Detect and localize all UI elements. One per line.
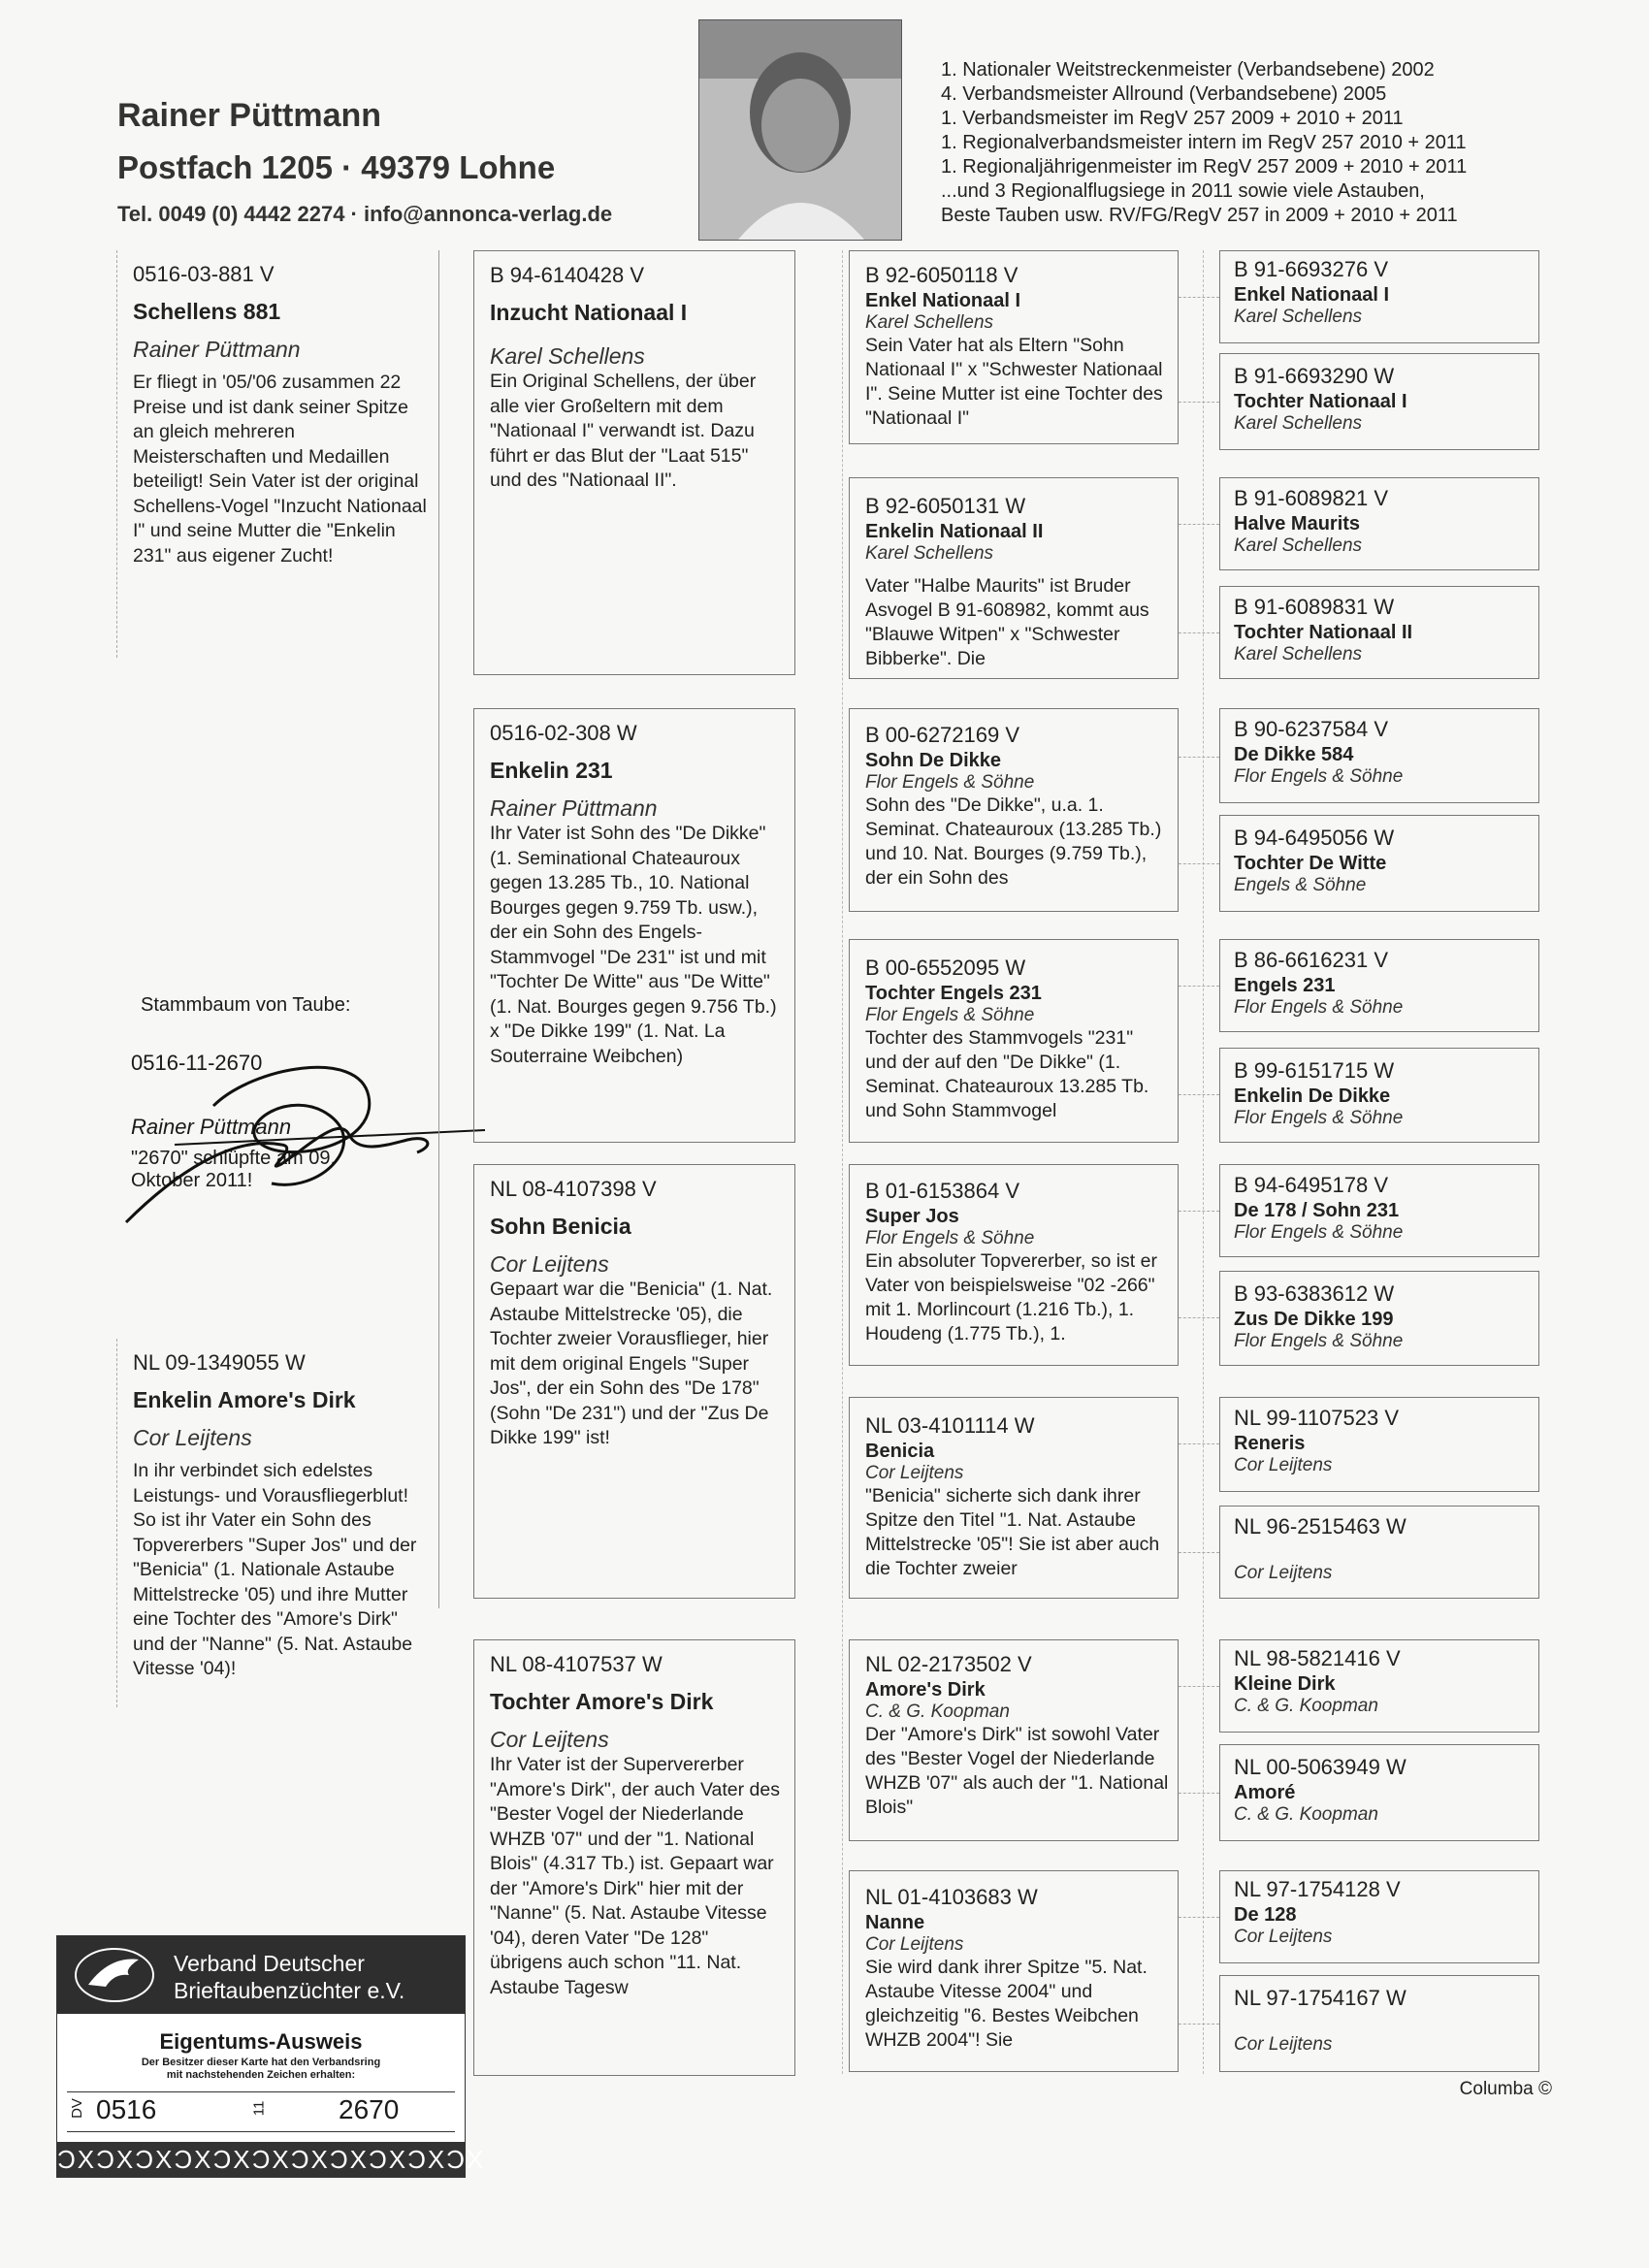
- pigeon-ring: B 94-6495178 V: [1234, 1173, 1389, 1197]
- pigeon-description: Ein absoluter Topvererber, so ist er Vater von beispielsweise "02 -266" mit 1. Morlincourt (1.216 Tb.), 1. Houdeng (1.775 Tb.), 1.: [865, 1250, 1157, 1345]
- great-grandparent-box: [849, 477, 1179, 679]
- pigeon-ring: B 92-6050131 W: [865, 494, 1026, 518]
- achievement-line: Beste Tauben usw. RV/FG/RegV 257 in 2009 + 2010 + 2011: [941, 205, 1458, 226]
- pigeon-name: Amoré: [1234, 1782, 1296, 1803]
- tree-connector: [1179, 757, 1219, 758]
- pigeon-description: In ihr verbindet sich edelstes Leistungs- und Vorausfliegerblut! So ist ihr Vater ein Sohn des Topvererbers "Super Jos" und der "Benicia" (1. Nationale Astaube Mittelstrecke '05) und ihre Mutter eine Tochter des "Amore's Dirk" und der "Nanne" (5. Nat. Astaube Vitesse '04)!: [133, 1460, 417, 1679]
- gen4-box: [1219, 1975, 1539, 2072]
- pigeon-ring: B 90-6237584 V: [1234, 717, 1389, 741]
- pigeon-ring: NL 00-5063949 W: [1234, 1755, 1406, 1779]
- achievement-line: 1. Regionaljährigenmeister im RegV 257 2009 + 2010 + 2011: [941, 156, 1468, 178]
- tree-connector: [1179, 1211, 1219, 1212]
- card-title: Eigentums-Ausweis: [159, 2029, 363, 2054]
- breeder-photo: [698, 19, 902, 241]
- pigeon-breeder: Cor Leijtens: [1234, 2034, 1333, 2055]
- gen4-box: [1219, 1271, 1539, 1366]
- pigeon-name: De 178 / Sohn 231: [1234, 1200, 1400, 1221]
- pigeon-description: Vater "Halbe Maurits" ist Bruder Asvogel B 91-608982, kommt aus "Blauwe Witpen" x "Schwester Bibberke". Die: [865, 575, 1149, 669]
- gen4-box: [1219, 939, 1539, 1032]
- grandparent-box: [473, 1164, 795, 1599]
- pigeon-description: Der "Amore's Dirk" ist sowohl Vater des "Bester Vogel der Niederlande WHZB '07" als auch der "1. National Blois": [865, 1724, 1169, 1818]
- tree-connector: [1179, 1094, 1219, 1095]
- great-grandparent-box: [849, 939, 1179, 1143]
- gen4-box: [1219, 1744, 1539, 1841]
- tree-connector: [842, 250, 843, 2074]
- card-ring-number: [67, 2091, 455, 2132]
- tree-connector: [1179, 297, 1219, 298]
- pigeon-breeder: Flor Engels & Söhne: [865, 772, 1035, 793]
- achievement-line: 1. Regionalverbandsmeister intern im RegV 257 2010 + 2011: [941, 132, 1467, 153]
- grandparent-box: [473, 250, 795, 675]
- pigeon-name: [1234, 2013, 1531, 2034]
- tree-connector: [1179, 1552, 1219, 1553]
- card-subtitle-line1: Der Besitzer dieser Karte hat den Verbandsring: [141, 2057, 381, 2068]
- pigeon-ring: B 00-6272169 V: [865, 723, 1020, 747]
- great-grandparent-box: [849, 1397, 1179, 1599]
- pigeon-breeder: Karel Schellens: [865, 312, 994, 333]
- gen4-box: [1219, 1506, 1539, 1599]
- pigeon-breeder: Karel Schellens: [1234, 307, 1363, 327]
- pigeon-name: Enkelin 231: [490, 758, 613, 783]
- breeder-address: Postfach 1205 · 49379 Lohne: [117, 149, 556, 185]
- pigeon-name: Inzucht Nationaal I: [490, 300, 688, 325]
- pigeon-description: Sohn des "De Dikke", u.a. 1. Seminat. Chateauroux (13.285 Tb.) und 10. Nat. Bourges (9.759 Tb.), der ein Sohn des: [865, 794, 1162, 889]
- card-subtitle: [57, 2057, 465, 2082]
- great-grandparent-box: [849, 1870, 1179, 2072]
- pigeon-ring: NL 97-1754167 W: [1234, 1986, 1406, 2010]
- pigeon-ring: NL 97-1754128 V: [1234, 1877, 1401, 1901]
- pigeon-ring: B 01-6153864 V: [865, 1179, 1020, 1203]
- achievements-list: [941, 58, 1467, 228]
- tree-connector: [438, 250, 439, 1608]
- subject-breeder: Rainer Püttmann: [131, 1115, 292, 1139]
- pigeon-breeder: Flor Engels & Söhne: [865, 1005, 1035, 1025]
- pigeon-name: Enkelin Amore's Dirk: [133, 1387, 356, 1412]
- card-pattern-band: ƆXƆXƆXƆXƆXƆXƆXƆXƆXƆXƆX: [57, 2142, 465, 2177]
- gen4-box: [1219, 1397, 1539, 1492]
- card-subtitle-line2: mit nachstehenden Zeichen erhalten:: [166, 2069, 356, 2081]
- great-grandparent-box: [849, 1164, 1179, 1366]
- pigeon-ring: B 91-6089821 V: [1234, 486, 1389, 510]
- pigeon-ring: NL 99-1107523 V: [1234, 1406, 1400, 1430]
- pigeon-name: Engels 231: [1234, 975, 1336, 996]
- pigeon-breeder: Engels & Söhne: [1234, 875, 1367, 895]
- pigeon-description: Sie wird dank ihrer Spitze "5. Nat. Astaube Vitesse 2004" und gleichzeitig "6. Bestes Weibchen WHZB 2004"! Sie: [865, 1957, 1148, 2051]
- pigeon-ring: NL 08-4107537 W: [490, 1652, 663, 1676]
- great-grandparent-box: [849, 708, 1179, 912]
- achievement-line: ...und 3 Regionalflugsiege in 2011 sowie viele Astauben,: [941, 180, 1425, 202]
- pigeon-name: Benicia: [865, 1441, 935, 1462]
- breeder-contact: Tel. 0049 (0) 4442 2274 · info@annonca-verlag.de: [117, 202, 613, 226]
- gen4-box: [1219, 815, 1539, 912]
- achievement-line: 4. Verbandsmeister Allround (Verbandsebene) 2005: [941, 83, 1387, 105]
- pigeon-description: Ihr Vater ist der Supervererber "Amore's Dirk", der auch Vater des "Bester Vogel der Niederlande WHZB '07" und der "1. National Blois" (4.317 Tb.) ist. Gepaart war der "Amore's Dirk" hier mit der "Nanne" (5. Nat. Astaube Vitesse '04), deren Vater "De 128" übrigens auch schon "11. Nat. Astaube Tagesw: [490, 1754, 780, 1998]
- gen4-box: [1219, 477, 1539, 570]
- pigeon-name: Enkel Nationaal I: [1234, 284, 1390, 306]
- pigeon-ring: B 92-6050118 V: [865, 263, 1018, 287]
- tree-connector: [1179, 402, 1219, 403]
- tree-connector: [1179, 1686, 1219, 1687]
- pigeon-ring: NL 96-2515463 W: [1234, 1514, 1406, 1539]
- pigeon-ring: NL 98-5821416 V: [1234, 1646, 1401, 1670]
- pigeon-breeder: Cor Leijtens: [490, 1251, 609, 1277]
- copyright: Columba ©: [1459, 2079, 1552, 2099]
- tree-connector: [1179, 2024, 1219, 2025]
- gen4-box: [1219, 708, 1539, 803]
- pigeon-name: Tochter Engels 231: [865, 983, 1042, 1004]
- pigeon-breeder: Rainer Püttmann: [490, 795, 658, 821]
- pigeon-ring: B 94-6140428 V: [490, 263, 645, 287]
- pigeon-ring: NL 02-2173502 V: [865, 1652, 1032, 1676]
- pigeon-name: Zus De Dikke 199: [1234, 1309, 1394, 1330]
- card-year: 11: [250, 2100, 268, 2117]
- pigeon-breeder: Flor Engels & Söhne: [865, 1228, 1035, 1248]
- pigeon-ring: B 86-6616231 V: [1234, 948, 1389, 972]
- pigeon-breeder: C. & G. Koopman: [865, 1701, 1010, 1722]
- gen4-box: [1219, 586, 1539, 679]
- card-number: 2670: [339, 2094, 400, 2124]
- pigeon-breeder: Cor Leijtens: [1234, 1563, 1333, 1583]
- pigeon-name: Tochter Nationaal I: [1234, 391, 1407, 412]
- pigeon-name: Kleine Dirk: [1234, 1673, 1336, 1695]
- pigeon-breeder: Cor Leijtens: [490, 1727, 609, 1752]
- pigeon-breeder: Cor Leijtens: [865, 1463, 964, 1483]
- pigeon-breeder: Karel Schellens: [1234, 413, 1363, 434]
- pigeon-breeder: Flor Engels & Söhne: [1234, 1331, 1404, 1351]
- pigeon-breeder: Karel Schellens: [490, 343, 645, 369]
- pigeon-name: Sohn Benicia: [490, 1214, 631, 1239]
- sire-box: [116, 250, 438, 658]
- gen4-box: [1219, 250, 1539, 343]
- pigeon-ring: B 91-6693276 V: [1234, 257, 1389, 281]
- pigeon-name: De Dikke 584: [1234, 744, 1354, 765]
- gen4-box: [1219, 353, 1539, 450]
- pigeon-breeder: C. & G. Koopman: [1234, 1696, 1378, 1716]
- subject-note-2: Oktober 2011!: [131, 1170, 253, 1191]
- card-club: 0516: [96, 2094, 157, 2124]
- pigeon-logo-icon: [71, 1946, 158, 2004]
- pigeon-name: Tochter De Witte: [1234, 853, 1387, 874]
- pigeon-name: Nanne: [865, 1912, 925, 1933]
- signature: [116, 1028, 504, 1232]
- pigeon-breeder: C. & G. Koopman: [1234, 1804, 1378, 1825]
- tree-connector: [1179, 1317, 1219, 1318]
- pigeon-name: [1234, 1541, 1531, 1563]
- pigeon-ring: B 99-6151715 W: [1234, 1058, 1395, 1083]
- card-header: [57, 1936, 465, 2014]
- achievement-line: 1. Verbandsmeister im RegV 257 2009 + 2010 + 2011: [941, 108, 1404, 129]
- grandparent-box: [473, 708, 795, 1143]
- pigeon-ring: NL 09-1349055 W: [133, 1350, 306, 1375]
- pigeon-breeder: Cor Leijtens: [133, 1425, 252, 1450]
- pigeon-name: Enkel Nationaal I: [865, 290, 1021, 311]
- breeder-name: Rainer Püttmann: [117, 97, 382, 134]
- pigeon-ring: NL 03-4101114 W: [865, 1413, 1035, 1438]
- pigeon-ring: B 93-6383612 W: [1234, 1281, 1395, 1306]
- pigeon-description: "Benicia" sicherte sich dank ihrer Spitze den Titel "1. Nat. Astaube Mittelstrecke '05"! Sie ist aber auch die Tochter zweier: [865, 1485, 1160, 1579]
- great-grandparent-box: [849, 1639, 1179, 1841]
- pigeon-breeder: Karel Schellens: [1234, 644, 1363, 664]
- subject-note-1: "2670" schlüpfte am 09.: [131, 1148, 336, 1169]
- pigeon-ring: B 00-6552095 W: [865, 956, 1026, 980]
- pigeon-ring: B 91-6089831 W: [1234, 595, 1395, 619]
- pigeon-name: Sohn De Dikke: [865, 750, 1002, 771]
- pigeon-name: Super Jos: [865, 1206, 959, 1227]
- tree-connector: [1179, 986, 1219, 987]
- pigeon-breeder: Flor Engels & Söhne: [1234, 997, 1404, 1018]
- achievement-line: 1. Nationaler Weitstreckenmeister (Verbandsebene) 2002: [941, 59, 1435, 81]
- pigeon-name: De 128: [1234, 1904, 1297, 1926]
- card-prefix: DV: [68, 2098, 85, 2119]
- pigeon-name: Amore's Dirk: [865, 1679, 986, 1701]
- pigeon-ring: NL 01-4103683 W: [865, 1885, 1038, 1909]
- ownership-card: [56, 1935, 486, 2178]
- pigeon-ring: 0516-03-881 V: [133, 262, 275, 286]
- pigeon-name: Enkelin De Dikke: [1234, 1085, 1391, 1107]
- pigeon-breeder: Cor Leijtens: [865, 1934, 964, 1955]
- card-org-line1: Verband Deutscher: [174, 1951, 365, 1976]
- card-org-line2: Brieftaubenzüchter e.V.: [174, 1978, 405, 2003]
- tree-connector: [1179, 863, 1219, 864]
- pigeon-breeder: Flor Engels & Söhne: [1234, 766, 1404, 787]
- pigeon-ring: B 94-6495056 W: [1234, 826, 1395, 850]
- pigeon-breeder: Rainer Püttmann: [133, 337, 301, 362]
- tree-connector: [1179, 1793, 1219, 1794]
- great-grandparent-box: [849, 250, 1179, 444]
- gen4-box: [1219, 1048, 1539, 1143]
- pedigree-label: Stammbaum von Taube:: [141, 994, 351, 1016]
- tree-connector: [1179, 632, 1219, 633]
- pigeon-description: Gepaart war die "Benicia" (1. Nat. Astaube Mittelstrecke '05), die Tochter zweier Vorausflieger, hier mit dem original Engels "Super Jos", der ein Sohn des "De 178" (Sohn "De 231") und der "Zus De Dikke 199" ist!: [490, 1279, 773, 1448]
- pigeon-description: Sein Vater hat als Eltern "Sohn Nationaal I" x "Schwester Nationaal I". Seine Mutter ist eine Tochter des "Nationaal I": [865, 335, 1163, 429]
- pigeon-breeder: Flor Engels & Söhne: [1234, 1108, 1404, 1128]
- pigeon-ring: NL 08-4107398 V: [490, 1177, 657, 1201]
- pigeon-breeder: Flor Engels & Söhne: [1234, 1222, 1404, 1243]
- pigeon-name: Enkelin Nationaal II: [865, 521, 1044, 542]
- pigeon-breeder: Karel Schellens: [865, 543, 994, 564]
- pigeon-breeder: Cor Leijtens: [1234, 1455, 1333, 1475]
- gen4-box: [1219, 1164, 1539, 1257]
- grandparent-box: [473, 1639, 795, 2076]
- pigeon-description: Tochter des Stammvogels "231" und der auf den "De Dikke" (1. Seminat. Chateauroux 13.285 Tb. und Sohn Stammvogel: [865, 1027, 1149, 1121]
- pigeon-ring: 0516-02-308 W: [490, 721, 637, 745]
- gen4-box: [1219, 1639, 1539, 1733]
- tree-connector: [1179, 1917, 1219, 1918]
- pigeon-name: Reneris: [1234, 1433, 1306, 1454]
- pigeon-breeder: Cor Leijtens: [1234, 1927, 1333, 1947]
- pigeon-name: Halve Maurits: [1234, 513, 1361, 535]
- gen4-box: [1219, 1870, 1539, 1963]
- dam-box: [116, 1339, 438, 1707]
- tree-connector: [1179, 1443, 1219, 1444]
- pigeon-description: Er fliegt in '05/'06 zusammen 22 Preise und ist dank seiner Spitze an gleich mehreren Meisterschaften und Medaillen beteiligt! Sein Vater ist der original Schellens-Vogel "Inzucht Nationaal I" und seine Mutter die "Enkelin 231" aus eigener Zucht!: [133, 372, 427, 567]
- pigeon-breeder: Karel Schellens: [1234, 535, 1363, 556]
- subject-ring: 0516-11-2670: [131, 1051, 263, 1075]
- tree-connector: [1179, 524, 1219, 525]
- pigeon-name: Schellens 881: [133, 299, 281, 324]
- pigeon-ring: B 91-6693290 W: [1234, 364, 1395, 388]
- card-org: [174, 1950, 404, 2004]
- pigeon-description: Ein Original Schellens, der über alle vier Großeltern mit dem "Nationaal I" verwandt ist. Dazu führt er das Blut der "Laat 515" und des "Nationaal II".: [490, 371, 757, 491]
- pigeon-name: Tochter Nationaal II: [1234, 622, 1413, 643]
- pigeon-description: Ihr Vater ist Sohn des "De Dikke" (1. Seminational Chateauroux gegen 13.285 Tb., 10. National Bourges gegen 9.759 Tb. usw.), der ein Sohn des Engels-Stammvogel "De 231" ist und mit "Tochter De Witte" aus "De Witte" (1. Nat. Bourges gegen 9.756 Tb.) x "De Dikke 199" (1. Nat. La Souterraine Weibchen): [490, 823, 777, 1067]
- pigeon-name: Tochter Amore's Dirk: [490, 1689, 714, 1714]
